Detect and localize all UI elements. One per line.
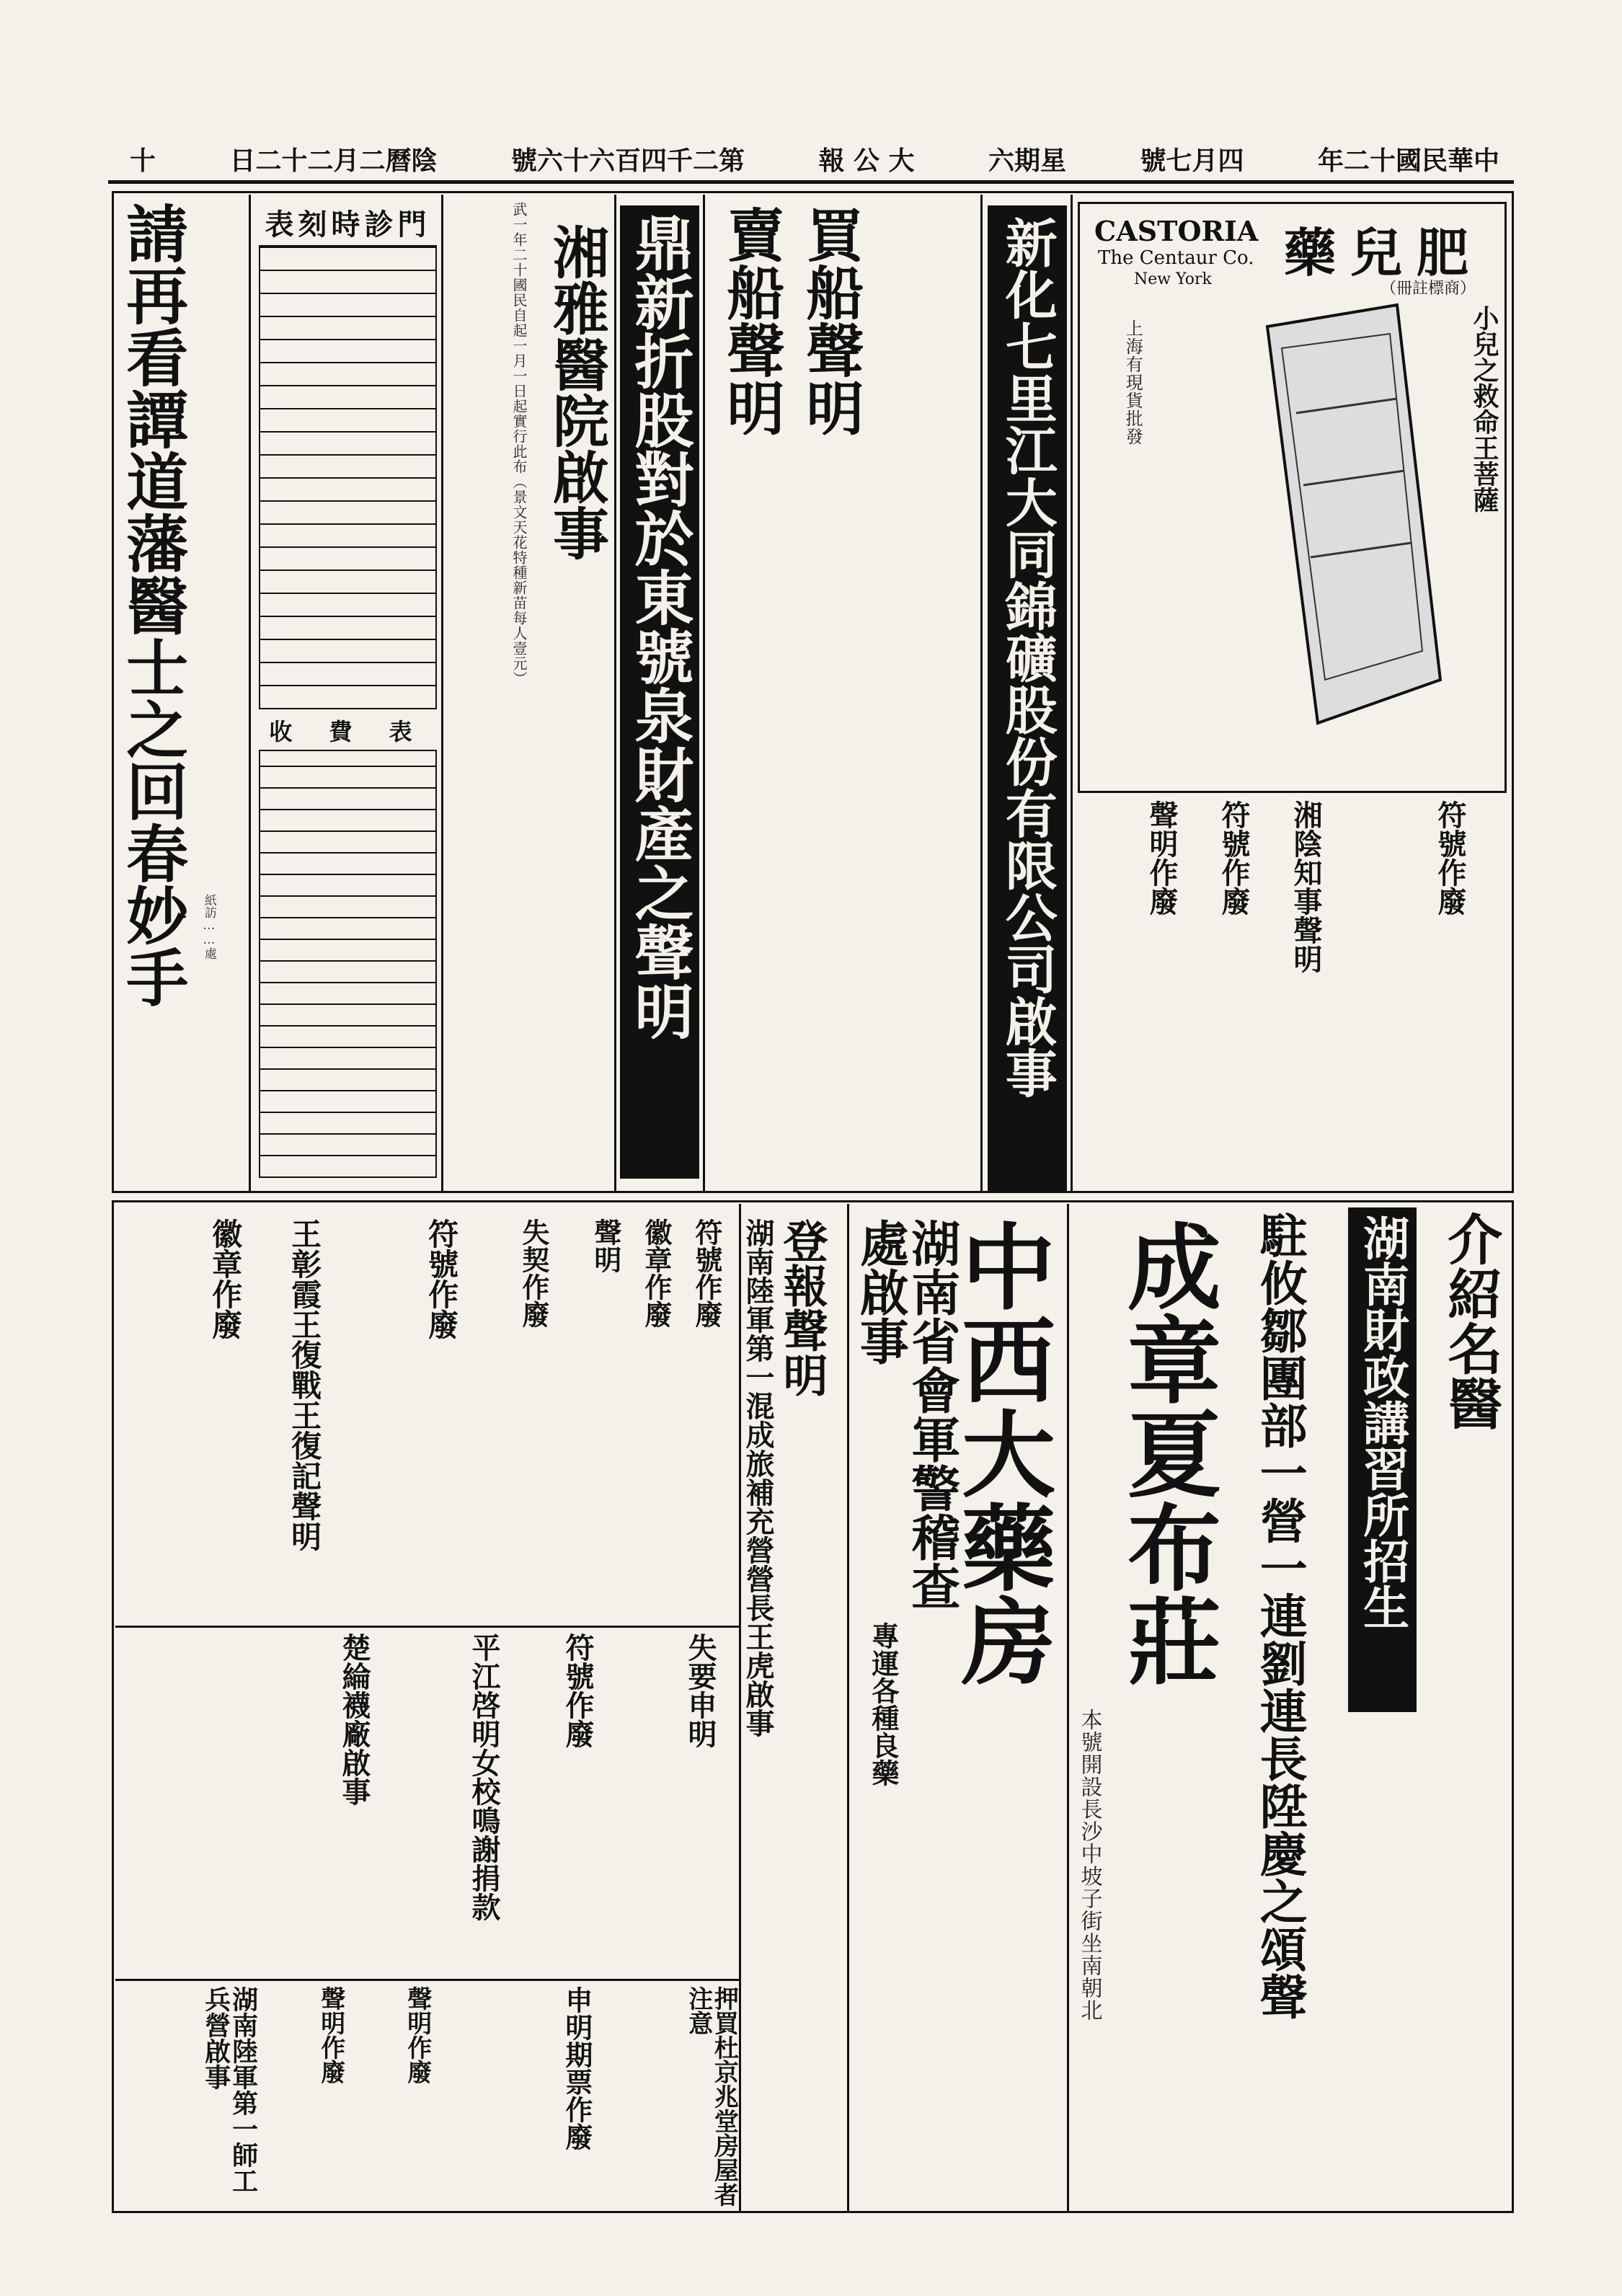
shiyao-notice (685, 1633, 735, 1979)
shengming-notice-2 (591, 1218, 634, 1622)
xiangya-body: 武一年二十國民自起一月一日起實行此布（景文天花特種新苗每人壹元） (510, 202, 528, 686)
wang-notice (288, 1218, 418, 1622)
hunansheng-title: 湖南省會軍警稽查處啟事 (851, 1218, 961, 1610)
ad-tan-small: 紙訪……處 (201, 894, 216, 959)
xinhua-notice (988, 205, 1067, 1193)
shenming-qi-notice (562, 1986, 627, 2209)
pingjiang-title: 平江啓明女校鳴謝捐款 (467, 1633, 501, 1921)
zhongxi-title: 中西大藥房 (946, 1218, 1057, 1687)
chengzhang-title: 成章夏布莊 (1112, 1218, 1223, 1687)
shengming-title-3: 聲明作廢 (402, 1986, 432, 2084)
dingxin-title: 鼎新折股對於東號泉財產之聲明 (625, 213, 695, 1040)
zhuyou-notice (1251, 1211, 1334, 2206)
lujun-notice (743, 1218, 779, 1939)
fuhao-notice-3 (692, 1218, 735, 1622)
lujun-title: 湖南陸軍第一混成旅補充營營長王虎啟事 (741, 1218, 775, 1737)
shengming-title: 聲明作廢 (1145, 800, 1179, 916)
xiangyin-title: 湘陰知事聲明 (1289, 800, 1323, 973)
yaya-notice (683, 1986, 739, 2209)
fuhao-title-5: 符號作廢 (561, 1633, 595, 1748)
chengzhang-sub: 本號開設長沙中坡子街坐南朝北 (1076, 1708, 1102, 2021)
fee-grid (259, 750, 437, 1178)
castoria-bottle-image (1253, 305, 1448, 730)
zhongxi-pharmacy (946, 1218, 1067, 2213)
huizhang-notice-2 (209, 1218, 281, 1622)
fuhao-notice-1 (1435, 800, 1507, 1182)
zhongxi-item-1: 專運各種良藥 (867, 1622, 900, 1786)
shiqi-notice (519, 1218, 584, 1622)
buy-boat-title: 買船聲明 (797, 205, 864, 436)
castoria-line3: New York (1134, 270, 1212, 288)
castoria-line2: The Centaur Co. (1098, 247, 1254, 269)
gongbing-title: 湖南陸軍第一師工兵營啟事 (200, 1986, 259, 2194)
caizheng-notice (1348, 1207, 1417, 1712)
dengbao-notice (776, 1218, 843, 1622)
masthead-year: 年二十國民華中 (1317, 145, 1499, 176)
huizhang-title: 徽章作廢 (639, 1218, 673, 1328)
caizheng-title: 湖南財政講習所招生 (1355, 1215, 1410, 1630)
chengzhang-notice (1074, 1218, 1247, 2213)
fuhao-title-1: 符號作廢 (1433, 800, 1467, 916)
fuhao-title-3: 符號作廢 (690, 1218, 723, 1328)
fee-table-title: 收 費 表 (269, 718, 427, 745)
masthead (130, 141, 1499, 177)
masthead-weekday: 六期星 (988, 145, 1067, 176)
ad-tan-daofan (115, 202, 198, 1153)
dingxin-notice (620, 205, 699, 1179)
shiqi-title: 失契作廢 (517, 1218, 550, 1328)
clinic-schedule-title: 表刻時診門 (265, 208, 431, 241)
shengming-title-4: 聲明作廢 (316, 1986, 345, 2084)
huizhang-title-2: 徽章作廢 (208, 1218, 244, 1339)
shengming-notice (1146, 800, 1211, 1182)
wang-title: 王彰霞王復戰王復記聲明 (287, 1218, 323, 1551)
pingjiang-notice (469, 1633, 548, 1979)
fuhao-notice-2 (1218, 800, 1283, 1182)
shenming-qi-title: 申明期票作廢 (560, 1986, 593, 2150)
xinhua-title: 新化七里江大同錦礦股份有限公司啟事 (996, 216, 1058, 1099)
fuhao-title-2: 符號作廢 (1217, 800, 1251, 916)
shiyao-title: 失要申明 (683, 1633, 717, 1748)
masthead-page-num: 十 (130, 145, 156, 176)
yaya-title: 押買杜京兆堂房屋者注意 (683, 1986, 739, 2207)
chulun-title: 楚綸襪廠啟事 (337, 1633, 371, 1806)
castoria-cn-title: 藥兒肥 (1283, 222, 1483, 283)
sell-boat-notice (706, 205, 800, 1179)
zhongxi-items (869, 1622, 955, 2199)
schedule-grid (259, 245, 437, 709)
chulun-notice (339, 1633, 404, 1979)
xiangyin-notice (1290, 800, 1362, 1182)
gongbing-notice (202, 1986, 267, 2209)
shengming-title-2: 聲明 (589, 1218, 622, 1273)
fuhao-notice-4 (425, 1218, 505, 1622)
jieshao-title: 介紹名醫 (1438, 1211, 1503, 1430)
dengbao-title: 登報聲明 (776, 1218, 829, 1397)
xiangya-hospital-notice (447, 202, 613, 1182)
castoria-brand: CASTORIA (1094, 215, 1259, 247)
masthead-lunar: 號七月四 (1140, 145, 1244, 176)
masthead-issue: 號六十六百四千二第 (510, 145, 745, 176)
castoria-slogan: 小兒之救命王菩薩 (1469, 305, 1499, 513)
huizhang-notice (639, 1218, 685, 1622)
hunansheng-notice (851, 1218, 961, 1615)
clinic-schedule (256, 202, 440, 1182)
fuhao-notice-5 (562, 1633, 627, 1979)
castoria-cn-sub: （冊註標商） (1380, 280, 1476, 298)
jieshao-notice (1438, 1211, 1507, 1535)
masthead-rule (108, 180, 1514, 184)
shengming-notice-4 (317, 1986, 360, 2209)
buy-boat-notice (797, 205, 879, 1179)
masthead-paper-name: 報 公 大 (818, 145, 915, 176)
castoria-sidebar: 上海有現貨批發 (1122, 319, 1143, 446)
masthead-date: 日二十二月二曆陰 (229, 145, 438, 176)
ad-tan-daofan-title: 請再看譚道藩醫士之回春妙手 (115, 202, 189, 1008)
zhuyou-title: 駐攸鄒團部一營一連劉連長陞慶之頌聲 (1251, 1211, 1308, 2020)
sell-boat-title: 賣船聲明 (717, 205, 785, 436)
fuhao-title-4: 符號作廢 (424, 1218, 460, 1339)
shengming-notice-3 (404, 1986, 447, 2209)
castoria-ad (1078, 202, 1507, 793)
xiangya-title: 湘雅醫院啟事 (544, 223, 609, 561)
